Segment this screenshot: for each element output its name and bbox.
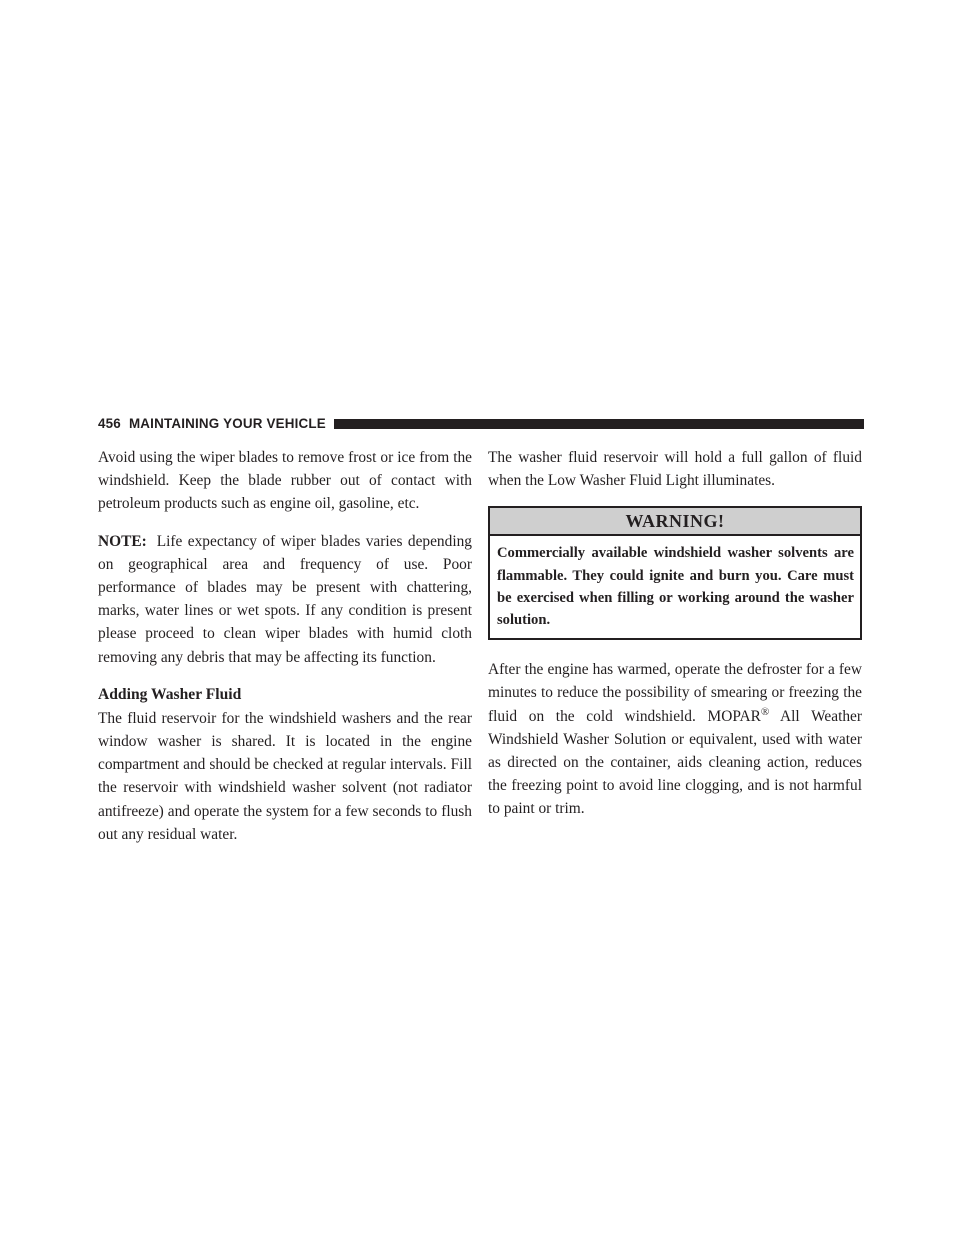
defroster-paragraph xyxy=(488,658,862,820)
defroster-text-1: After the engine has warmed, operate the defroster for a few minutes to reduce the possibility of smearing or freezing the fluid on the cold windshield. MOPAR xyxy=(488,661,862,725)
note-text: Life expectancy of wiper blades varies depending on geographical area and frequency of use. Poor performance of blades may be present with chattering, marks, water lines or wet spots. If any condition is present please proceed to clean wiper blades with humid cloth removing any debris that may be affecting its function. xyxy=(98,532,472,666)
left-column xyxy=(98,446,472,846)
wiper-frost-paragraph: Avoid using the wiper blades to remove frost or ice from the windshield. Keep the blade rubber out of contact with petroleum products such as engine oil, gasoline, etc. xyxy=(98,449,472,513)
defroster-text-2: All Weather Windshield Washer Solution or equivalent, used with water as directed on the container, aids cleaning action, reduces the freezing point to avoid line clogging, and is not harmful to paint or trim. xyxy=(488,707,862,818)
section-title: MAINTAINING YOUR VEHICLE xyxy=(128,415,326,431)
page-header xyxy=(98,414,864,432)
page-number: 456 xyxy=(98,415,121,431)
warning-box xyxy=(488,506,862,640)
note-paragraph xyxy=(98,530,472,669)
warning-text: Commercially available windshield washer solvents are flammable. They could ignite and burn you. Care must be exercised when filling or working around the washer solution. xyxy=(497,545,854,629)
header-rule xyxy=(334,419,864,429)
registered-mark: ® xyxy=(760,705,770,718)
header-text xyxy=(98,416,326,431)
right-column xyxy=(488,446,862,821)
note-label: NOTE: xyxy=(98,532,147,550)
reservoir-paragraph: The fluid reservoir for the windshield washers and the rear window washer is shared. It is located in the engine compartment and should be checked at regular intervals. Fill the reservoir with windshield washer solvent (not radiator antifreeze) and operate the system for a few seconds to flush out any residual water. xyxy=(98,709,472,843)
section-heading: Adding Washer Fluid xyxy=(98,685,242,703)
reservoir-capacity-paragraph: The washer fluid reservoir will hold a full gallon of fluid when the Low Washer Fluid Light illuminates. xyxy=(488,449,862,490)
warning-title: WARNING! xyxy=(490,508,860,536)
